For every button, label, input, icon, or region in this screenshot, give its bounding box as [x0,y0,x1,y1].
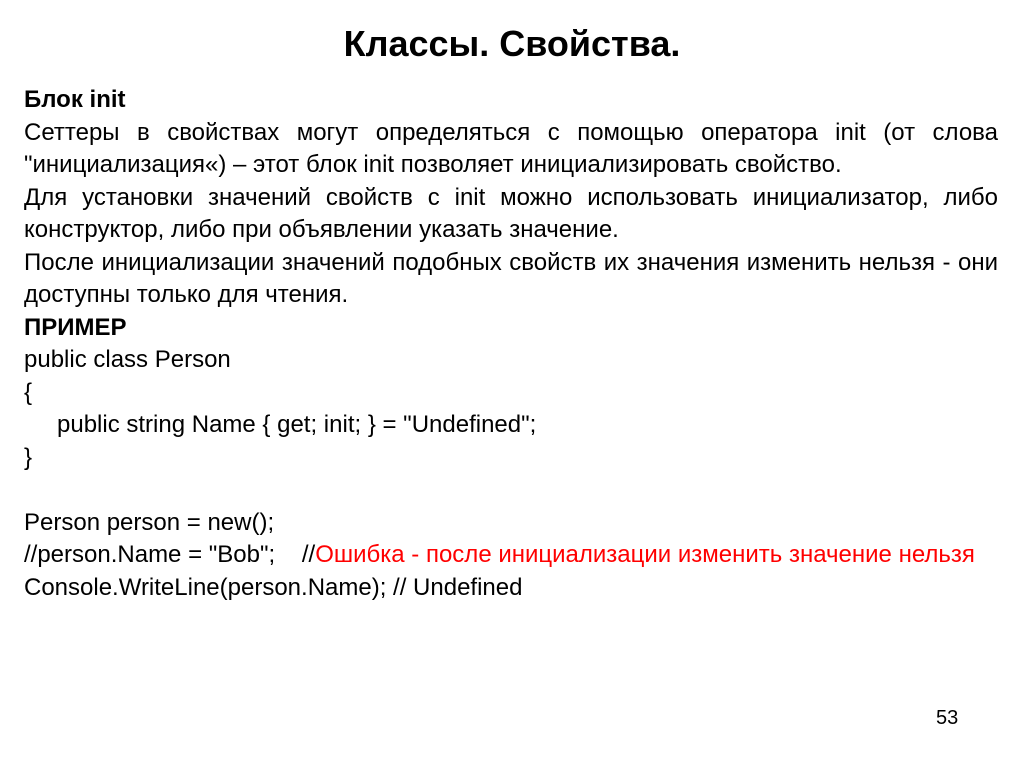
paragraph-readonly: После инициализации значений подобных свойств их значения изменить нельзя - они доступны только для чтения. [24,248,998,308]
code-assignment: //person.Name = "Bob"; // [24,541,316,568]
page-number: 53 [936,707,959,729]
code-object-creation: Person person = new(); [24,508,275,536]
code-blank-line [24,474,998,507]
code-property-declaration: public string Name { get; init; } = "Undefined"; [57,411,537,438]
slide-title: Классы. Свойства. [343,23,681,64]
code-assignment-line [24,539,998,572]
code-class-declaration: public class Person [24,346,231,373]
code-console-output: Console.WriteLine(person.Name); // Undefined [24,573,523,601]
example-label: ПРИМЕР [24,313,127,341]
code-open-brace: { [24,378,33,406]
paragraph-initialization-methods: Для установки значений свойств с init можно использовать инициализатор, либо конструктор, либо при объявлении указать значение. [24,183,998,243]
block-heading: Блок init [24,86,126,113]
slide-content [24,84,998,604]
paragraph-setters: Сеттеры в свойствах могут определяться с помощью оператора init (от слова "инициализация«) – этот блок init позволяет инициализировать свойство. [24,118,998,178]
code-close-brace: } [24,443,33,471]
error-comment: Ошибка - после инициализации изменить значение нельзя [315,541,975,568]
